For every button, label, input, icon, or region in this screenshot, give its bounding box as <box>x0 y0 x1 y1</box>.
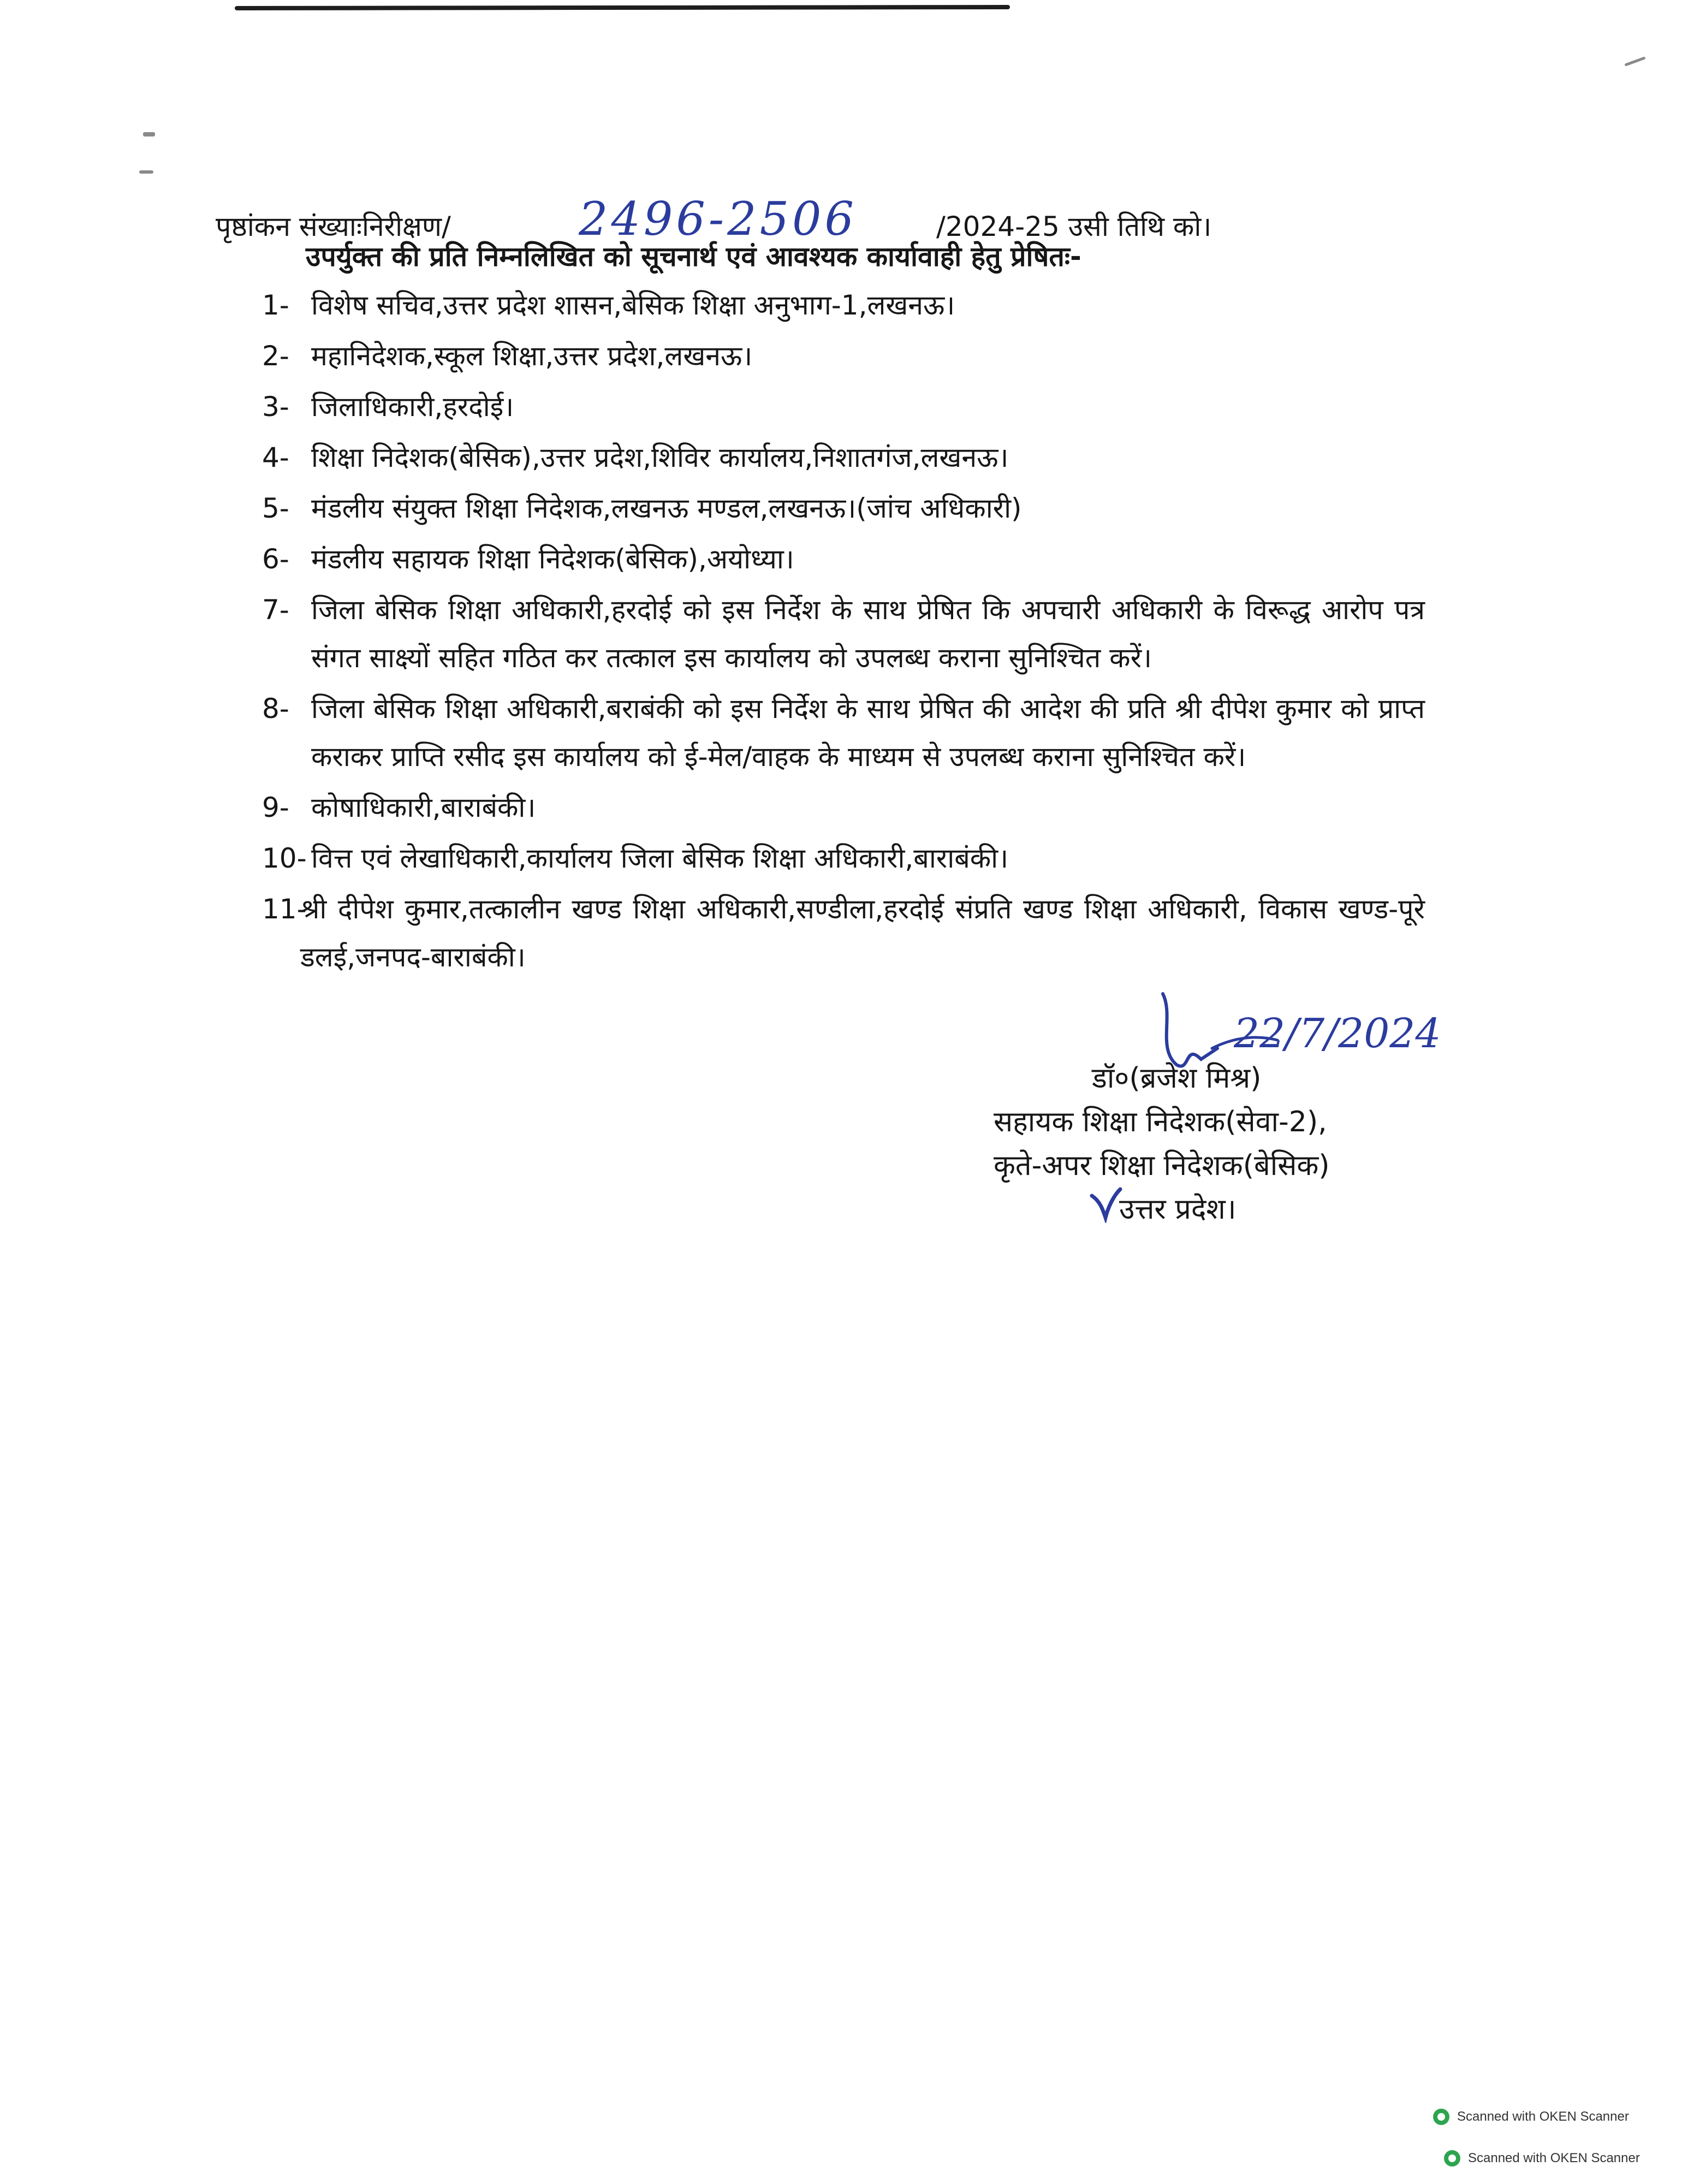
list-item-number: 8- <box>262 693 289 725</box>
list-item-number: 1- <box>262 289 289 321</box>
signatory-on-behalf: कृते-अपर शिक्षा निदेशक(बेसिक) <box>994 1149 1330 1182</box>
list-item-text: विशेष सचिव,उत्तर प्रदेश शासन,बेसिक शिक्षा अनुभाग-1,लखनऊ। <box>311 289 955 321</box>
list-item-number: 7- <box>262 594 289 626</box>
list-item <box>262 535 1425 583</box>
scan-speck <box>143 132 155 136</box>
list-item <box>262 332 1425 380</box>
list-item-text: जिला बेसिक शिक्षा अधिकारी,हरदोई को इस निर्देश के साथ प्रेषित कि अपचारी अधिकारी के विरूद्ध आरोप पत्र संगत साक्ष्यों सहित गठित कर तत्काल इस कार्यालय को उपलब्ध कराना सुनिश्चित करें। <box>311 594 1425 674</box>
list-item-number: 4- <box>262 442 289 473</box>
signatory-designation: सहायक शिक्षा निदेशक(सेवा-2), <box>994 1106 1327 1138</box>
list-item-text: जिलाधिकारी,हरदोई। <box>311 391 514 423</box>
intro-text: उपर्युक्त की प्रति निम्नलिखित को सूचनार्थ एवं आवश्यक कार्यावाही हेतु प्रेषितः- <box>306 241 1081 272</box>
list-item-number: 5- <box>262 492 289 524</box>
list-item <box>262 281 1425 329</box>
handwritten-reference-number: 2496-2506 <box>579 192 857 246</box>
list-item-text: जिला बेसिक शिक्षा अधिकारी,बराबंकी को इस निर्देश के साथ प्रेषित की आदेश की प्रति श्री दीपेश कुमार को प्राप्त कराकर प्राप्ति रसीद इस कार्यालय को ई-मेल/वाहक के माध्यम से उपलब्ध कराना सुनिश्चित करें। <box>311 693 1425 773</box>
list-item-text: वित्त एवं लेखाधिकारी,कार्यालय जिला बेसिक शिक्षा अधिकारी,बाराबंकी। <box>311 842 1009 874</box>
list-item-text: मंडलीय संयुक्त शिक्षा निदेशक,लखनऊ मण्डल,लखनऊ।(जांच अधिकारी) <box>311 492 1022 524</box>
list-item-number: 6- <box>262 543 289 575</box>
recipient-list <box>262 281 1425 984</box>
list-item <box>262 383 1425 431</box>
scan-speck <box>1624 56 1645 66</box>
scanner-logo-icon <box>1433 2109 1449 2125</box>
list-item-number: 10- <box>262 842 307 874</box>
scanner-watermark-text: Scanned with OKEN Scanner <box>1457 2109 1629 2124</box>
list-item-text: कोषाधिकारी,बाराबंकी। <box>311 792 536 823</box>
scanner-logo-icon <box>1444 2150 1460 2167</box>
list-item-number: 11- <box>262 893 307 925</box>
reference-label: पृष्ठांकन संख्याःनिरीक्षण/ <box>216 211 451 242</box>
list-item <box>262 885 1425 981</box>
list-item-text: श्री दीपेश कुमार,तत्कालीन खण्ड शिक्षा अधिकारी,सण्डीला,हरदोई संप्रति खण्ड शिक्षा अधिकारी, विकास खण्ड-पूरे डलई,जनपद-बाराबंकी। <box>300 893 1425 973</box>
signatory-block <box>994 1057 1330 1231</box>
list-item <box>262 784 1425 832</box>
scanner-watermark-text: Scanned with OKEN Scanner <box>1468 2151 1640 2165</box>
scanner-watermark <box>1433 2109 1629 2125</box>
list-item <box>262 484 1425 532</box>
pen-tick-mark <box>1086 1185 1125 1223</box>
signatory-state: उत्तर प्रदेश। <box>1119 1193 1237 1226</box>
list-item-number: 3- <box>262 391 289 423</box>
list-item-number: 2- <box>262 340 289 372</box>
list-item <box>262 434 1425 482</box>
list-item-text: मंडलीय सहायक शिक्षा निदेशक(बेसिक),अयोध्या। <box>311 543 794 575</box>
list-item <box>262 685 1425 781</box>
scanner-watermark <box>1444 2150 1640 2167</box>
signatory-name: डॉ०(ब्रजेश मिश्र) <box>1092 1062 1262 1095</box>
list-item <box>262 586 1425 682</box>
scan-speck <box>139 170 153 174</box>
list-item-text: महानिदेशक,स्कूल शिक्षा,उत्तर प्रदेश,लखनऊ। <box>311 340 753 372</box>
signature-date: 22/7/2024 <box>1234 1010 1441 1057</box>
list-item-text: शिक्षा निदेशक(बेसिक),उत्तर प्रदेश,शिविर कार्यालय,निशातगंज,लखनऊ। <box>311 442 1009 473</box>
scan-edge-line <box>235 5 1010 10</box>
list-item <box>262 834 1425 882</box>
reference-suffix: /2024-25 उसी तिथि को। <box>936 211 1212 242</box>
list-item-number: 9- <box>262 792 289 823</box>
